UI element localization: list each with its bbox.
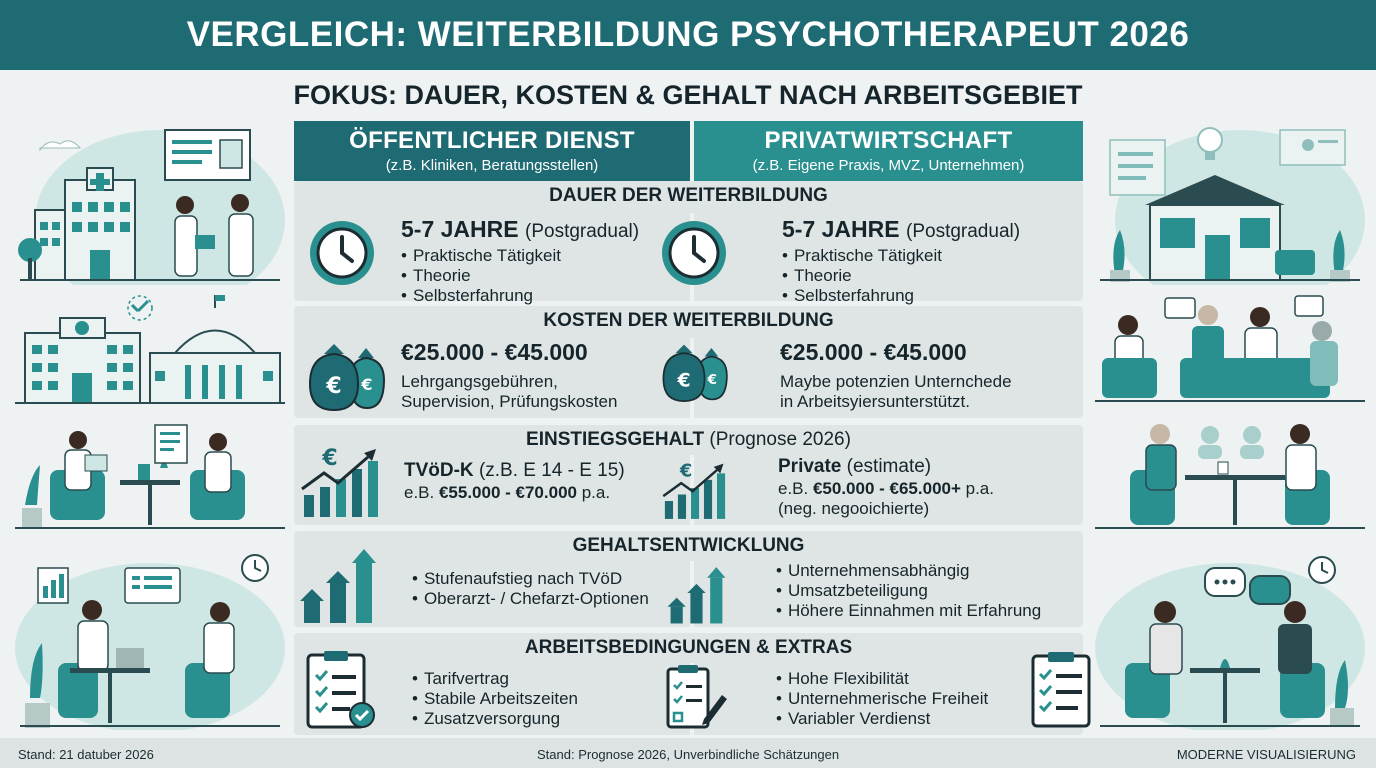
growth-chart-icon <box>298 439 384 519</box>
public-title: ÖFFENTLICHER DIENST <box>349 127 635 154</box>
page-title: VERGLEICH: WEITERBILDUNG PSYCHOTHERAPEUT 2026 <box>186 15 1190 54</box>
private-practice-illustration <box>1090 110 1370 285</box>
list-item: • Stabile Arbeitszeiten <box>412 689 578 709</box>
page-subtitle: FOKUS: DAUER, KOSTEN & GEHALT NACH ARBEITSGEBIET <box>293 80 1083 110</box>
list-item: • Stufenaufstieg nach TVöD <box>412 569 649 589</box>
private-starting-salary <box>778 455 994 519</box>
cost-value: €25.000 - €45.000 <box>401 339 588 365</box>
salary-note-line: (neg. negooichierte) <box>778 499 930 518</box>
private-title: PRIVATWIRTSCHAFT <box>764 127 1013 154</box>
salary-note: (estimate) <box>846 456 932 477</box>
footer-credit: MODERNE VISUALISIERUNG <box>1176 747 1356 762</box>
cost-line: Lehrgangsgebühren, <box>401 372 558 391</box>
cost-line: Supervision, Prüfungskosten <box>401 392 618 411</box>
salary-range: e.B. €50.000 - €65.000+ p.a. <box>778 479 994 498</box>
cost-line: Maybe potenzien Unternchede <box>780 372 1012 391</box>
list-item: • Praktische Tätigkeit <box>782 246 1020 266</box>
list-item: • Theorie <box>401 266 639 286</box>
public-subtitle: (z.B. Kliniken, Beratungsstellen) <box>385 157 599 174</box>
footer-disclaimer: Stand: Prognose 2026, Unverbindliche Schätzungen <box>537 747 840 762</box>
section-title: KOSTEN DER WEITERBILDUNG <box>543 310 834 331</box>
meeting-illustration <box>10 548 290 730</box>
cost-line: in Arbeitsyiersunterstützt. <box>780 392 970 411</box>
therapy-group-illustration <box>1090 293 1370 408</box>
list-item: • Hohe Flexibilität <box>776 669 988 689</box>
section-title: GEHALTSENTWICKLUNG <box>572 535 805 556</box>
duration-note: (Postgradual) <box>906 221 1021 242</box>
list-item: • Praktische Tätigkeit <box>401 246 639 266</box>
public-conditions <box>412 669 578 729</box>
duration-note: (Postgradual) <box>525 221 640 242</box>
salary-scale: TVöD-K <box>404 460 474 481</box>
section-salary-development <box>294 531 1083 627</box>
duration-value: 5-7 JAHRE <box>782 216 900 242</box>
private-subtitle: (z.B. Eigene Praxis, MVZ, Unternehmen) <box>752 157 1025 174</box>
public-buildings-illustration <box>10 293 290 408</box>
salary-scale: Private <box>778 456 842 477</box>
list-item: • Selbsterfahrung <box>401 286 639 306</box>
checklist-icon <box>304 649 380 731</box>
private-costs <box>780 338 1012 412</box>
rising-bars-icon <box>666 561 730 625</box>
column-header-private <box>694 121 1083 181</box>
section-duration <box>294 181 1083 305</box>
footer-date: Stand: 21 datuber 2026 <box>18 747 154 762</box>
money-bag-icon <box>306 340 390 412</box>
list-item: • Unternehmensabhängig <box>776 561 1041 581</box>
growth-chart-icon <box>660 455 730 521</box>
svg-text:€: € <box>707 372 718 388</box>
svg-text:€: € <box>326 374 342 399</box>
list-item: • Selbsterfahrung <box>782 286 1020 306</box>
section-starting-salary <box>294 425 1083 525</box>
list-item: • Unternehmerische Freiheit <box>776 689 988 709</box>
svg-text:€: € <box>361 375 373 394</box>
section-working-conditions <box>294 633 1083 735</box>
clock-icon <box>306 217 378 289</box>
list-item: • Zusatzversorgung <box>412 709 578 729</box>
private-conditions <box>776 669 988 729</box>
consultation-illustration <box>10 420 290 535</box>
remote-consultation-illustration <box>1090 420 1370 535</box>
private-development <box>776 561 1041 621</box>
list-item: • Theorie <box>782 266 1020 286</box>
public-starting-salary <box>404 459 625 503</box>
list-item: • Oberarzt- / Chefarzt-Optionen <box>412 589 649 609</box>
money-bag-icon <box>660 340 732 404</box>
svg-text:€: € <box>679 460 693 482</box>
section-title: DAUER DER WEITERBILDUNG <box>549 185 828 206</box>
rising-bars-icon <box>298 543 382 623</box>
private-duration <box>782 215 1020 306</box>
public-costs <box>401 338 617 412</box>
cost-value: €25.000 - €45.000 <box>780 339 967 365</box>
salary-range: e.B. €55.000 - €70.000 p.a. <box>404 483 611 502</box>
list-item: • Höhere Einnahmen mit Erfahrung <box>776 601 1041 621</box>
section-costs <box>294 306 1083 418</box>
section-title: ARBEITSBEDINGUNGEN & EXTRAS <box>524 637 853 658</box>
column-header-public <box>294 121 690 181</box>
checklist-icon <box>1030 650 1092 730</box>
list-item: • Umsatzbeteiligung <box>776 581 1041 601</box>
section-title: EINSTIEGSGEHALT (Prognose 2026) <box>526 429 851 450</box>
duration-value: 5-7 JAHRE <box>401 216 519 242</box>
list-item: • Variabler Verdienst <box>776 709 988 729</box>
conversation-illustration <box>1090 548 1370 730</box>
public-duration <box>401 215 639 306</box>
public-development <box>412 569 649 609</box>
svg-text:€: € <box>322 446 338 471</box>
salary-note: (z.B. E 14 - E 15) <box>478 460 625 481</box>
list-item: • Tarifvertrag <box>412 669 578 689</box>
footer <box>0 738 1376 768</box>
title-bar <box>0 0 1376 70</box>
checklist-pen-icon <box>664 663 728 731</box>
clock-icon <box>658 217 730 289</box>
svg-text:€: € <box>677 370 691 392</box>
hospital-illustration <box>10 110 290 285</box>
